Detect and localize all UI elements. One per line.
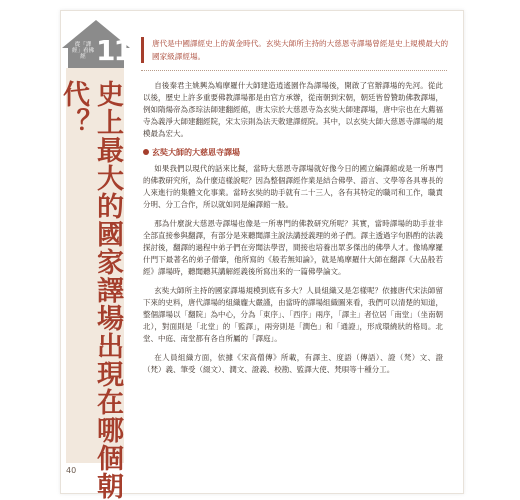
chapter-badge	[62, 20, 130, 68]
page-title: 史上最大的國家譯場出現在哪個朝代？	[58, 80, 123, 500]
badge-label: 從「譯經」看佛經	[72, 42, 95, 60]
body-text	[143, 80, 443, 383]
section-heading	[143, 147, 443, 159]
paragraph: 在人員組織方面，依據《宋高僧傳》所載，有譯主、度語（傳語）、證（梵）文、證（梵）義、筆受（綴文）、潤文、證義、校勘、監譯大使、梵唄等十種分工。	[143, 353, 443, 374]
bullet-icon	[143, 149, 149, 155]
paragraph: 自後秦君主姚興為鳩摩羅什大師建造逍遙園作為譯場後，開啟了官辦譯場的先河。從此以後，歷史上許多重要佛教譯場都是由官方承辦，從南朝到宋朝，朝廷皆曾贊助佛教譯場，例如隋煬帝為彥琮法師建翻經館，唐太宗於大慈恩寺為玄奘大師建譯場，唐中宗也在大薦福寺為義淨大師建翻經院，宋太宗則為法天敕建譯經院。其中，以玄奘大師大慈恩寺譯場的規模最為宏大。	[143, 81, 443, 138]
paragraph: 如果我們以現代的話來比擬，當時大慈恩寺譯場就好像今日的國立編譯館或是一所專門的佛教研究所，為什麼這樣說呢？因為整個譯經作業是結合佛學、語言、文學等各具專長的人來進行的集體文化事業。當時玄奘的助手就有二十三人，各有其特定的職司和工作，職責分明、分工合作，所以就如同是編譯館一般。	[143, 164, 443, 209]
divider	[141, 70, 447, 71]
chapter-number: 11	[96, 34, 131, 67]
paragraph: 玄奘大師所主持的國家譯場規模到底有多大？人員組織又是怎樣呢？依據唐代宋法師留下來的史料，唐代譯場的組織龐大嚴謹，由當時的譯場組織圖來看，我們可以清楚的知道，整個譯場以「翻院」為中心，分為「東序」、「西序」兩序，「譯主」者位居「南堂」（坐南朝北），對面則是「北堂」的「監譯」，兩旁則是「潤色」和「通證」，形成環繞狀的格局。北堂、中庭、南堂都有各自所屬的「譯庭」。	[143, 286, 443, 343]
intro-text: 唐代是中國譯經史上的黃金時代。玄奘大師所主持的大慈恩寺譯場曾經是史上規模最大的國家級譯經場。	[141, 37, 452, 63]
paragraph: 那為什麼說大慈恩寺譯場也像是一所專門的佛教研究所呢？其實，當時譯場的助手並非全部直接參與翻譯，有部分是來聽聞譯主說法講授義理的弟子們。譯主透過字句斟酌的法義探討後，翻譯的過程中弟子們在旁聞法學習，間接也培養出眾多傑出的佛學人才。像鳩摩羅什門下最著名的弟子僧肇，他所寫的《般若無知論》，就是鳩摩羅什大師在翻譯《大品般若經》譯場時，聽聞聽其講解經義後所寫出來的一篇佛學論文。	[143, 219, 443, 276]
page-number: 40	[66, 466, 77, 475]
section-heading-label: 玄奘大師的大慈恩寺譯場	[152, 148, 240, 157]
